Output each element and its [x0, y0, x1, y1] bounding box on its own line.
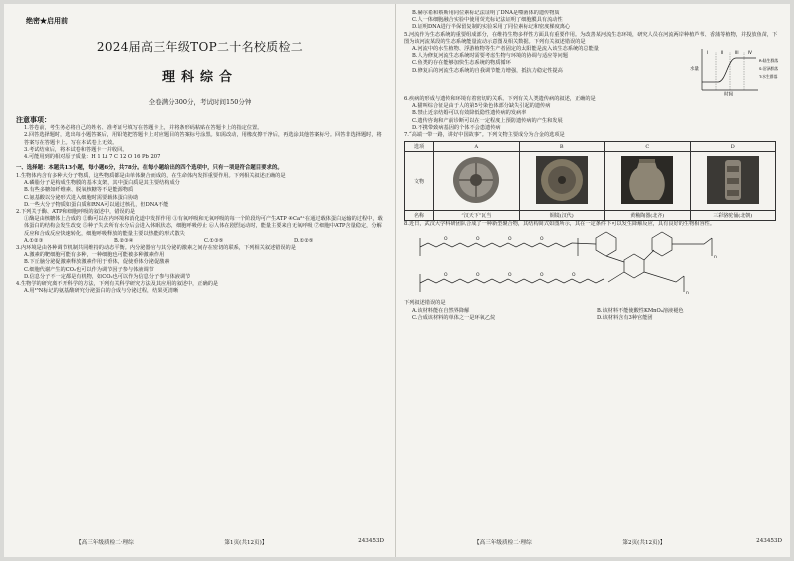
eave-tile-image	[446, 154, 506, 206]
option-row	[24, 238, 384, 245]
page-footer	[404, 538, 782, 546]
footer-left: 【高三年级质检二·理综	[76, 540, 134, 546]
row-label: 文物	[405, 152, 434, 211]
option-cell: B	[519, 142, 605, 152]
option-d: D.不携带致病基因的个体不会患遗传病	[412, 124, 501, 131]
svg-text:O: O	[540, 237, 544, 243]
score-info: 全卷满分300分，考试时间150分钟	[148, 98, 252, 106]
relic-name: 铜镜(汉代)	[519, 211, 605, 221]
option-c: C.细胞代谢产生的CO₂也可以作为调节因子参与体液调节	[24, 266, 154, 273]
relic-image-cell	[690, 152, 776, 211]
question-stem: 1.生物体内含有多种大分子物质，这些物质都是由单体聚合而成的，在生命体内发挥重要作用。下列相关叙述正确的是	[16, 172, 286, 179]
option-d: D.一些大分子物质如蛋白质和RNA可以通过核孔，但DNA不能	[24, 201, 169, 208]
option-b: B.赫尔希和蔡斯用同位素标记法证明了DNA是噬菌体的遗传物质	[412, 10, 560, 16]
option-a: A.用¹⁵N标记的氨基酸研究分泌蛋白的合成与分泌过程，结果更清晰	[24, 288, 179, 295]
option-a: A.河流中的水生植物、浮游植物等生产者固定的太阳能是流入该生态系统的总能量	[412, 46, 599, 53]
table-row	[405, 152, 776, 211]
notice-heading: 注意事项：	[16, 115, 51, 124]
stage-iii: III	[735, 50, 739, 56]
svg-text:O: O	[508, 273, 512, 279]
question-1	[16, 173, 384, 209]
exam-title: 2024届高三年级TOP二十名校质检二	[96, 40, 304, 54]
option-d: D.信息分子不一定都是有机物，如CO₂也可以作为信息分子参与体液调节	[24, 273, 191, 280]
question-stem: 7.“高端一带一路，讲好中国故事”。下列文物主要成分为合金的选项是	[404, 132, 565, 139]
question-8	[404, 221, 782, 322]
question-4-continued	[404, 10, 782, 32]
option-a: A.该材料能在自然界降解	[412, 307, 470, 314]
svg-text:O: O	[476, 273, 480, 279]
question-4	[16, 281, 384, 295]
relic-image-cell	[519, 152, 605, 211]
option-b: B.该材料不能使酸性KMnO₄溶液褪色	[597, 307, 684, 314]
row-label: 名称	[405, 211, 434, 221]
question-stem-statements: ①酶是由核糖体上合成的 ②酶可以在内环境和消化道中发挥作用 ③有氧呼吸和无氧呼吸的每一个阶段均可产生ATP ④Ca²⁺在通过载体蛋白运输的过程中，载体蛋白的结构会发生改变 ⑤种子失去所有水分后会进入休眠状态，细胞呼吸停止 ⑥人体在剧烈运动时，能量主要来自无氧呼吸 ⑦细胞中ATP含量稳定，分解反应和合成反应快速转化，细胞呼吸释放的能量主要以热能的形式散失	[24, 216, 383, 237]
option-d: D.该材料含有3种官能团	[597, 314, 653, 321]
relic-image-cell	[434, 152, 520, 211]
question-stem: 8.近日，武汉大学科研团队合成了一种新型聚合物，其结构简式如图所示，其在一定条件下可以发生降解反应，具有良好的生物相容性。	[404, 221, 716, 228]
footer-page: 第2页(共12页)】	[622, 540, 666, 546]
stage-i: I	[707, 50, 709, 56]
question-2	[16, 209, 384, 245]
option-d: D.证明DNA进行半保留复制的实验采用了同位素标记和密度梯度离心	[412, 24, 571, 31]
svg-text:O: O	[444, 237, 448, 243]
left-page	[16, 10, 384, 548]
subject-title: 理科综合	[161, 70, 238, 85]
option-b: B.禁止近亲结婚可以有效降低隐性遗传病的发病率	[412, 110, 527, 117]
legend-r: R:陆生群落	[759, 58, 778, 64]
question-stem: 4.生物学的研究离不开科学的方法，下列有关科学研究方法及其应用的叙述中，正确的是	[16, 280, 219, 287]
option-c: C.①③⑤	[204, 237, 224, 244]
question-stem: 6.疾病的形成与遗传和环境有着密切的关系。下列有关人类遗传病的叙述，正确的是	[404, 96, 596, 103]
option-row	[412, 315, 782, 322]
svg-text:O: O	[540, 273, 544, 279]
row-label: 选项	[405, 142, 434, 152]
option-b: B.有些多糖如纤维素、脱氧核糖等不是能源物质	[24, 187, 134, 194]
question-6	[404, 96, 782, 132]
question-stem: 5.河流作为生态系统的重要组成部分，在维持生物多样性方面具有重要作用。为改善某河流生态环境，研究人员在河流两岸种植芦苇、香蒲等植物，并投放鱼苗，下图为该河流某段的生态系统能量流动示意图及相关数据。下列有关叙述错误的是	[404, 31, 778, 45]
notice-item: 4.可能用到的相对原子质量：H 1 Li 7 C 12 O 16 Pb 207	[24, 154, 161, 161]
svg-text:O: O	[444, 273, 448, 279]
relic-name: 三彩骆驼俑(北朝)	[690, 211, 776, 221]
legend-t: T:水生群落	[759, 74, 778, 80]
option-d: D.①②⑤	[294, 237, 314, 244]
option-cell: C	[605, 142, 691, 152]
x-label: 时间	[724, 92, 733, 97]
option-b: B.下丘脑分泌促激素释放激素作用于垂体，促使垂体分泌促激素	[24, 259, 170, 266]
question-3	[16, 245, 384, 281]
option-c: C.遗传咨询和产前诊断可以在一定程度上预防遗传病的产生和发展	[412, 117, 563, 124]
option-row	[412, 308, 782, 315]
relic-table	[404, 141, 776, 221]
camel-figure-image	[703, 154, 763, 206]
option-a: A.激素的靶细胞可能有多种，一种细胞也可能被多种激素作用	[24, 252, 165, 259]
question-7	[404, 132, 782, 221]
polymer-structure	[414, 230, 782, 298]
table-row	[405, 142, 776, 152]
option-a: A.猫叫综合征是由于人的第5号染色体部分缺失引起的遗传病	[412, 103, 551, 110]
y-label: 水量	[690, 67, 699, 73]
option-c: C.氨基酸以分泌形式进入细胞时需要载体蛋白协助	[24, 194, 139, 201]
notice-item: 3.考试结束后，将本试卷和答题卡一并收回。	[24, 146, 128, 153]
option-cell: A	[434, 142, 520, 152]
footer-code: 243453D	[358, 538, 384, 544]
option-c: C.鱼类的存在能够加快生态系统的物质循环	[412, 60, 511, 67]
legend-s: S:沼泽群落	[759, 66, 778, 72]
table-row	[405, 211, 776, 221]
bronze-mirror-image	[532, 154, 592, 206]
page-fold-line	[395, 4, 396, 557]
succession-graph	[688, 46, 782, 96]
option-cell: D	[690, 142, 776, 152]
option-b: B.人为修复河流生态系统时需要考虑生物与环境的协调与适应等问题	[412, 53, 568, 60]
relic-image-cell	[605, 152, 691, 211]
option-d: D.修复后的河流生态系统的自我调节能力增强，抵抗力稳定性提高	[412, 67, 563, 74]
svg-text:O: O	[508, 237, 512, 243]
notice-item: 2.回答选择题时，选出每小题答案后，用铅笔把答题卡上对应题目的答案标号涂黑。如需改动，用橡皮擦干净后，再选涂其他答案标号。回答非选择题时，将答案写在答题卡上。写在本试卷上无效。	[24, 132, 382, 146]
glazed-pottery-image	[617, 154, 677, 206]
question-prompt: 下列叙述错误的是	[404, 300, 446, 307]
page-footer	[16, 538, 384, 546]
svg-text:O: O	[476, 237, 480, 243]
stage-ii: II	[721, 50, 724, 56]
option-c: C.合成该材料的单体之一是环氧乙烷	[412, 314, 496, 321]
right-page	[404, 10, 782, 548]
polymer-structure-formula	[414, 230, 774, 298]
exam-sheet	[4, 4, 790, 557]
water-curve	[702, 58, 756, 82]
svg-text:n: n	[686, 291, 689, 297]
svg-text:n: n	[714, 255, 717, 261]
option-a: A.①②③	[24, 237, 44, 244]
option-a: A.磷脂分子是构成生物膜的基本支架，其中蛋白质是其主要结构成分	[24, 180, 180, 187]
svg-text:O: O	[572, 273, 576, 279]
question-stem: 2.下列关于酶、ATP和细胞呼吸的叙述中，错误的是	[16, 208, 136, 215]
relic-name: “汉天下”瓦当	[434, 211, 520, 221]
relic-name: 黄釉陶器(北齐)	[605, 211, 691, 221]
notice-item: 1.答卷前，考生务必将自己的姓名、准考证号填写在答题卡上，并将条形码粘贴在答题卡上的指定位置。	[24, 125, 263, 131]
section-heading: 一、选择题：本题共13小题，每小题6分，共78分。在每小题给出的四个选项中，只有一项是符合题目要求的。	[16, 165, 283, 172]
footer-code: 243453D	[756, 538, 782, 544]
question-stem: 3.内环境是由各种调节机制共同维持的动态平衡。内分泌器官与其分泌的激素之间存在密切的联系，下列相关叙述错误的是	[16, 244, 296, 251]
option-c: C.人一体细胞融合实验中使用荧光标记法证明了细胞膜具有流动性	[412, 17, 563, 24]
footer-left: 【高三年级质检二·理综	[474, 540, 532, 546]
succession-figure	[688, 46, 782, 96]
footer-page: 第1页(共12页)】	[224, 540, 268, 546]
option-b: B.②③④	[114, 237, 134, 244]
stage-iv: IV	[748, 50, 752, 56]
secret-label: 绝密★启用前	[26, 16, 68, 25]
question-5	[404, 32, 782, 96]
